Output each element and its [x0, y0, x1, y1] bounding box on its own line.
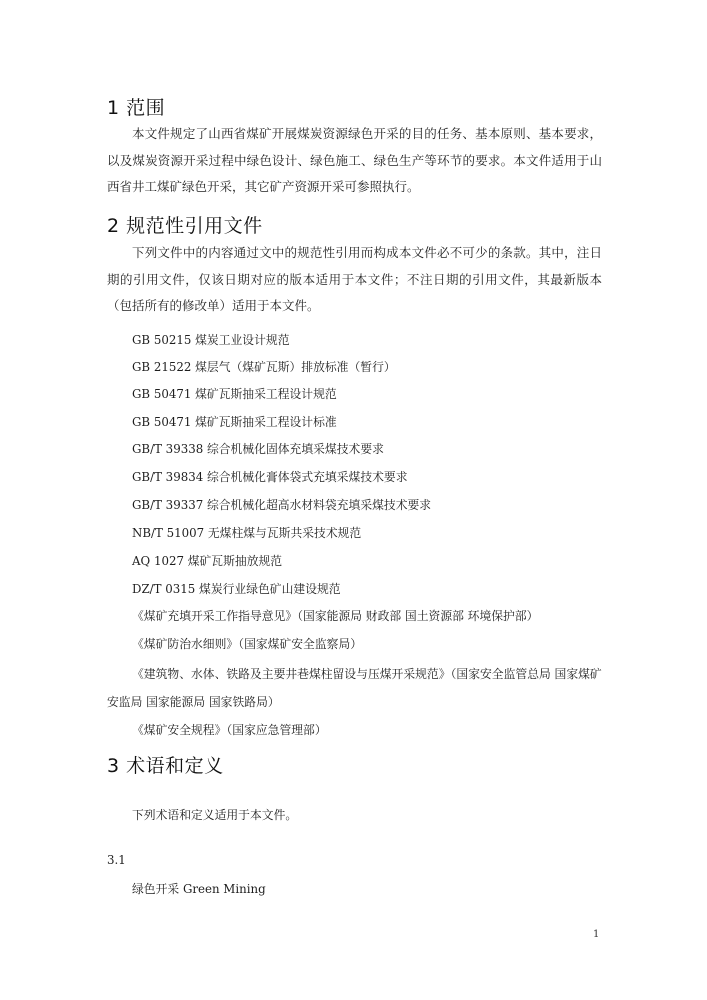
section-1-heading: 1 范围: [107, 97, 166, 119]
section-3-intro: 下列术语和定义适用于本文件。: [132, 808, 298, 822]
reference-item: 《煤矿防治水细则》（国家煤矿安全监察局）: [132, 637, 363, 651]
term-title: 绿色开采 Green Mining: [132, 882, 266, 896]
reference-item: 《煤矿安全规程》（国家应急管理部）: [132, 723, 327, 737]
reference-item: 《建筑物、水体、铁路及主要井巷煤柱留设与压煤开采规范》（国家安全监管总局 国家煤矿安监局 国家能源局 国家铁路局）: [107, 667, 602, 709]
page-number: 1: [593, 929, 600, 940]
reference-item: AQ 1027 煤矿瓦斯抽放规范: [132, 554, 283, 568]
reference-item: GB 21522 煤层气（煤矿瓦斯）排放标准（暂行）: [132, 360, 396, 374]
section-2-heading: 2 规范性引用文件: [107, 215, 263, 237]
section-1-paragraph: 本文件规定了山西省煤矿开展煤炭资源绿色开采的目的任务、基本原则、基本要求，以及煤炭资源开采过程中绿色设计、绿色施工、绿色生产等环节的要求。本文件适用于山西省井工煤矿绿色开采，其它矿产资源开采可参照执行。: [107, 126, 602, 194]
reference-item: GB 50471 煤矿瓦斯抽采工程设计标准: [132, 415, 337, 429]
reference-item: NB/T 51007 无煤柱煤与瓦斯共采技术规范: [132, 526, 362, 540]
section-3-heading: 3 术语和定义: [107, 755, 224, 777]
reference-item: GB 50471 煤矿瓦斯抽采工程设计规范: [132, 387, 337, 401]
reference-item: GB/T 39834 综合机械化膏体袋式充填采煤技术要求: [132, 470, 408, 484]
reference-item: GB/T 39337 综合机械化超高水材料袋充填采煤技术要求: [132, 498, 432, 512]
reference-item: DZ/T 0315 煤炭行业绿色矿山建设规范: [132, 582, 341, 596]
reference-item: 《煤矿充填开采工作指导意见》（国家能源局 财政部 国土资源部 环境保护部）: [132, 609, 539, 623]
reference-item: GB 50215 煤炭工业设计规范: [132, 333, 290, 347]
section-2-paragraph: 下列文件中的内容通过文中的规范性引用而构成本文件必不可少的条款。其中，注日期的引用文件，仅该日期对应的版本适用于本文件；不注日期的引用文件，其最新版本（包括所有的修改单）适用于本文件。: [107, 245, 602, 313]
clause-number: 3.1: [107, 853, 126, 867]
reference-item: GB/T 39338 综合机械化固体充填采煤技术要求: [132, 442, 384, 456]
